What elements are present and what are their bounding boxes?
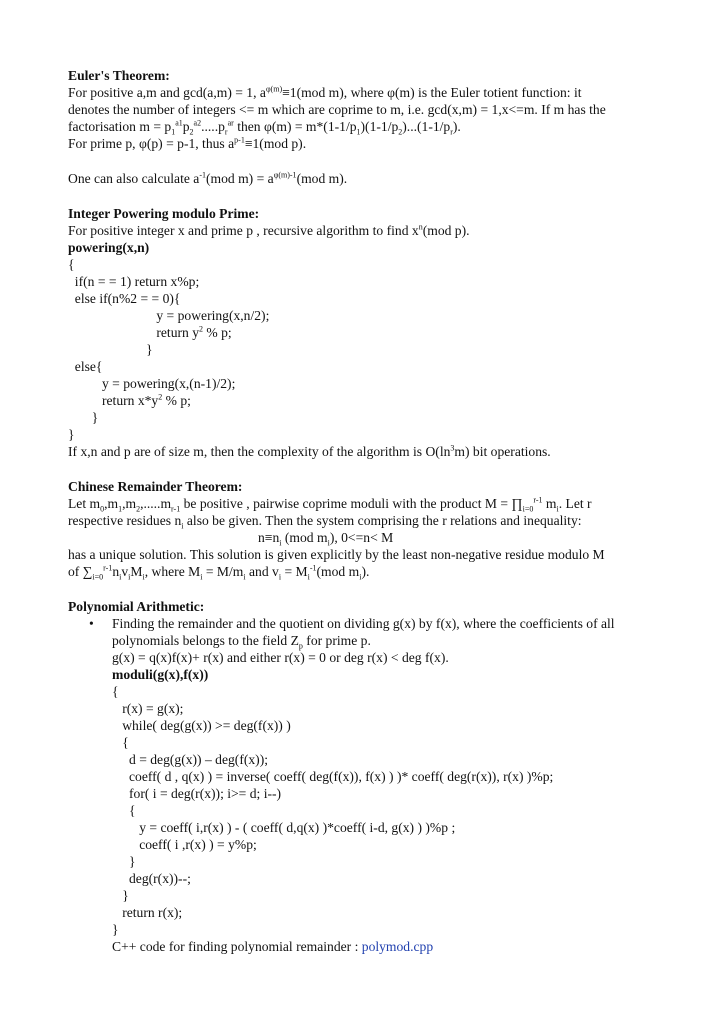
powering-intro: For positive integer x and prime p , recursive algorithm to find $x^n(mod$ p). <box>68 222 470 238</box>
powering-code-line: { <box>68 257 75 272</box>
euler-line-2: denotes the number of integers <= m which are coprime to m, i.e. gcd(x,m) = 1,x<=m. If m has the <box>68 102 606 117</box>
euler-heading: Euler's Theorem: <box>68 68 170 83</box>
poly-code-line: y = coeff( i,r(x) ) - ( coeff( d,q(x) )*coeff( i-d, g(x) ) )%p ; <box>112 820 456 835</box>
powering-code-line: } <box>68 410 99 425</box>
poly-line-3: g(x) = q(x)f(x)+ r(x) and either r(x) = 0 or deg r(x) < deg f(x). <box>112 650 449 665</box>
poly-code-line: while( deg(g(x)) >= deg(f(x)) ) <box>112 718 291 733</box>
poly-code-line: deg(r(x))--; <box>112 871 191 886</box>
poly-code-line: } <box>112 854 136 869</box>
powering-code-line: } <box>68 427 75 442</box>
bullet-icon: • <box>89 616 94 631</box>
cpp-code-label: C++ code for finding polynomial remainder : <box>112 939 362 954</box>
crt-line-3: $n\equiv n_i$ (mod $m_i$), 0<=n< M <box>258 530 394 548</box>
poly-code-line: return r(x); <box>112 905 183 920</box>
crt-heading: Chinese Remainder Theorem: <box>68 479 243 494</box>
crt-line-2: respective residues $n_i$ also be given. Then the system comprising the r relations and inequality: <box>68 513 582 531</box>
poly-line-2: polynomials belongs to the field $Z_p$ for prime p. <box>112 633 371 651</box>
poly-code-line: d = deg(g(x)) – deg(f(x)); <box>112 752 269 767</box>
poly-code-line: } <box>112 888 129 903</box>
euler-line-4: For prime p, φ(p) = p-1, thus $a^{p-1}\equiv 1(mod$ p). <box>68 135 307 151</box>
powering-signature: powering(x,n) <box>68 240 150 255</box>
polymod-cpp-link[interactable]: polymod.cpp <box>361 939 434 954</box>
euler-line-3: factorisation $m = p_1^{a1}p_2^{a2}.....p_r^{ar}$ then $\varphi(m) = m*(1-1/p_1)(1-1/p_2)...(1-1/p_r)$. <box>68 118 461 137</box>
powering-code-line: y = powering(x,n/2); <box>68 308 270 323</box>
poly-code-line: { <box>112 803 136 818</box>
poly-heading: Polynomial Arithmetic: <box>68 599 205 614</box>
poly-signature: moduli(g(x),f(x)) <box>112 667 209 682</box>
powering-code-line: y = powering(x,(n-1)/2); <box>68 376 236 391</box>
powering-code-line: else if(n%2 = = 0){ <box>68 291 181 306</box>
crt-line-1: Let $m_0,m_1,m_2,.....m_{r-1}$ be positive , pairwise coprime moduli with the product $M = \prod_{i=0}^{r-1}$ $m_i$. Let r <box>68 495 592 514</box>
poly-code-line: { <box>112 735 129 750</box>
powering-code-line: return $y^2$ % p; <box>68 324 232 340</box>
poly-line-1: Finding the remainder and the quotient on dividing g(x) by f(x), where the coefficients of all <box>112 616 615 631</box>
powering-code-line: return $x*y^2$ % p; <box>68 392 191 408</box>
poly-code-line: coeff( d , q(x) ) = inverse( coeff( deg(f(x)), f(x) ) )* coeff( deg(r(x)), r(x) )%p; <box>112 769 554 784</box>
cpp-code-line <box>112 938 433 955</box>
poly-code-line: r(x) = g(x); <box>112 701 184 716</box>
powering-code-line: if(n = = 1) return x%p; <box>68 274 200 289</box>
poly-code-line: } <box>112 922 119 937</box>
poly-code-line: for( i = deg(r(x)); i>= d; i--) <box>112 786 282 801</box>
powering-heading: Integer Powering modulo Prime: <box>68 206 260 221</box>
crt-line-4: has a unique solution. This solution is given explicitly by the least non-negative residue modulo M <box>68 547 605 562</box>
crt-line-5: of $\sum_{i=0}^{r-1}n_iv_iM_i$, where $M_i = M/m_i$ and $v_i = M_i^{-1}(mod$ $m_i$). <box>68 563 370 582</box>
powering-code-line: else{ <box>68 359 103 374</box>
poly-code-line: coeff( i ,r(x) ) = y%p; <box>112 837 257 852</box>
powering-code-line: } <box>68 342 153 357</box>
poly-code-line: { <box>112 684 119 699</box>
powering-complexity: If x,n and p are of size m, then the complexity of the algorithm is $O(\ln^3m)$ bit operations. <box>68 443 551 459</box>
euler-line-1: For positive a,m and gcd(a,m) = 1, $a^{\varphi(m)}\equiv 1(mod$ m), where φ(m) is the Euler totient function: it <box>68 84 582 100</box>
euler-line-5: One can also calculate $a^{-1}(mod$ $m) = a^{\varphi(m)-1}(mod$ m). <box>68 170 348 186</box>
